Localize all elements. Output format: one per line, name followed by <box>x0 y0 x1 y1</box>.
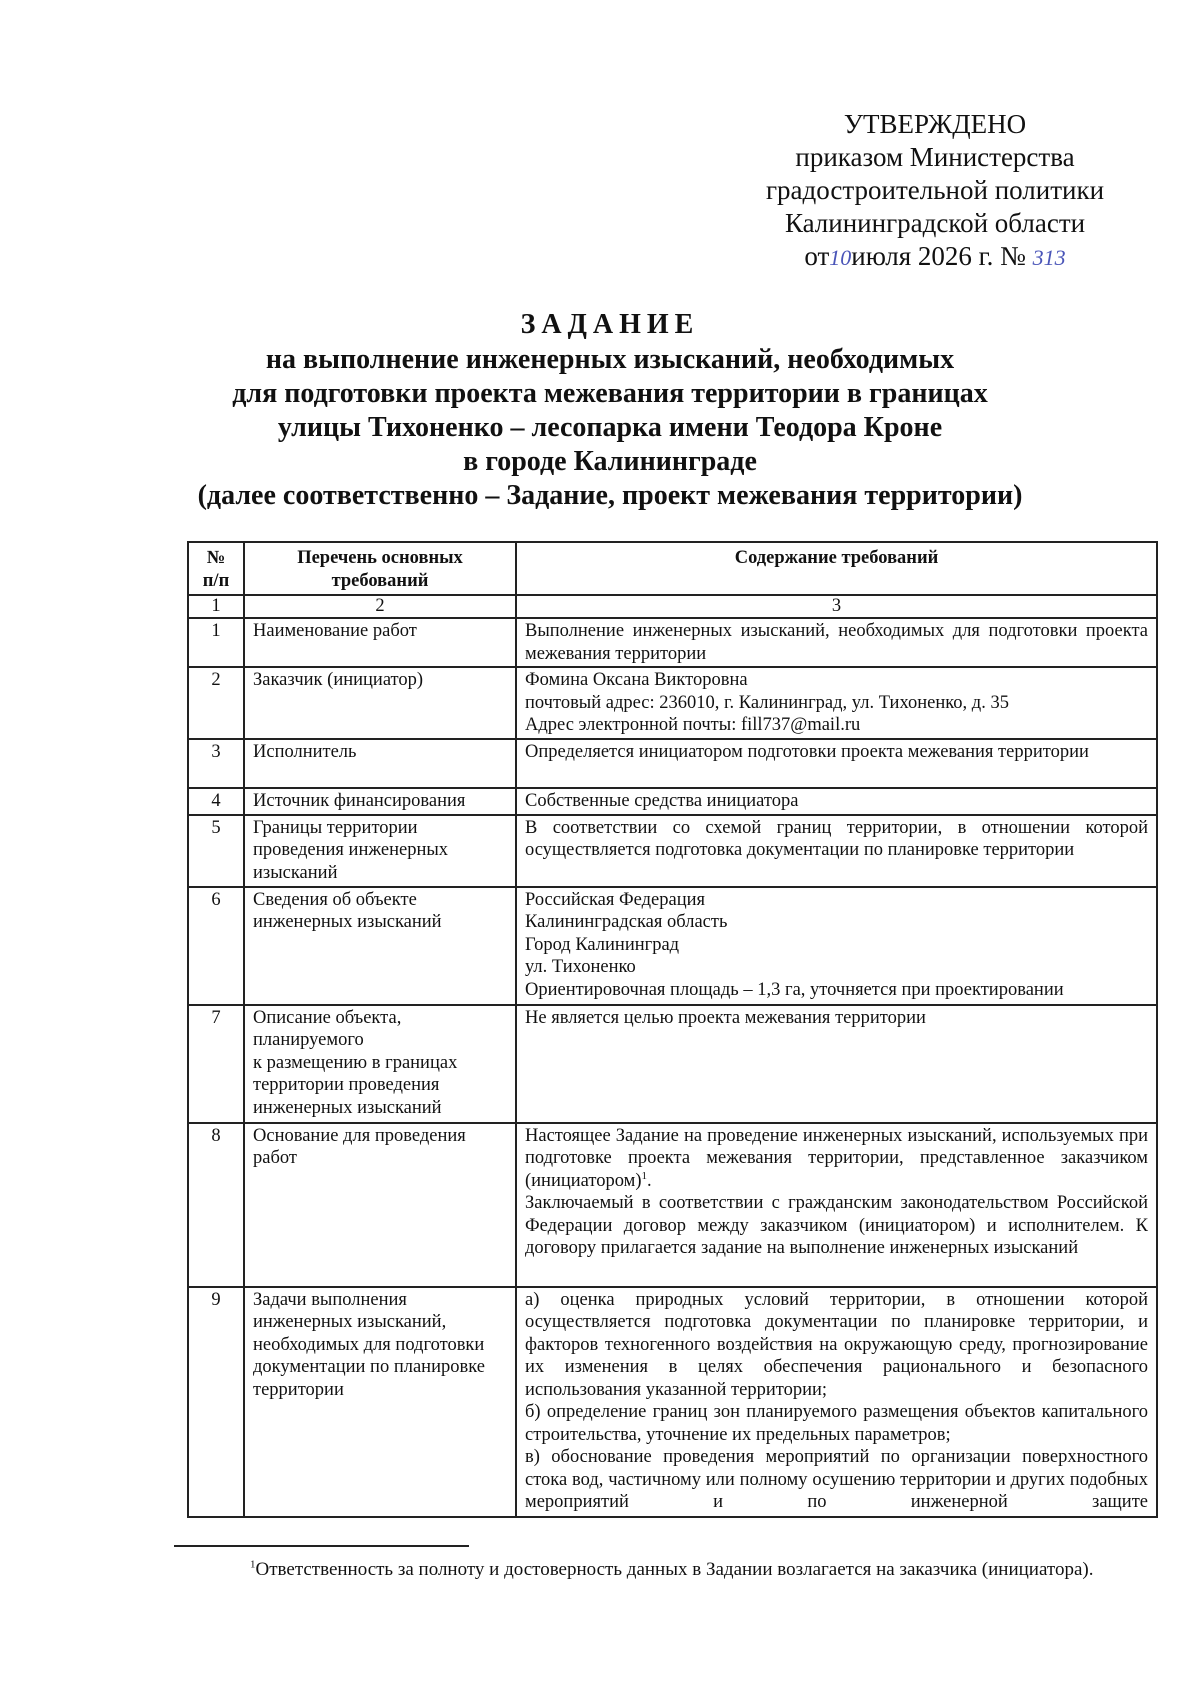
index-cell: 1 <box>188 595 244 618</box>
row-content: Выполнение инженерных изысканий, необходимых для подготовки проекта межевания территории <box>516 618 1157 667</box>
row-number: 8 <box>188 1123 244 1287</box>
table-row <box>188 815 1157 887</box>
footnote <box>250 1558 1170 1582</box>
index-cell: 3 <box>516 595 1157 618</box>
approval-line-2: градостроительной политики <box>765 175 1105 205</box>
table-row <box>188 1287 1157 1517</box>
content-paragraph-end: . <box>647 1170 652 1191</box>
table-row <box>188 1005 1157 1123</box>
approval-line-3: Калининградской области <box>784 208 1086 238</box>
title-line-1: на выполнение инженерных изысканий, необходимых <box>265 344 955 375</box>
content-line: Российская Федерация <box>525 889 706 910</box>
row-number: 1 <box>188 618 244 667</box>
requirement-line: к размещению в границах территории проведения инженерных изысканий <box>253 1052 458 1118</box>
content-line: почтовый адрес: 236010, г. Калининград, ул. Тихоненко, д. 35 <box>525 692 1009 713</box>
document-title <box>140 308 1080 513</box>
approval-block <box>735 108 1135 274</box>
row-requirement: Заказчик (инициатор) <box>244 667 516 739</box>
row-requirement: Границы территории проведения инженерных изысканий <box>244 815 516 887</box>
content-line: ул. Тихоненко <box>525 957 636 977</box>
header-content: Содержание требований <box>516 542 1157 595</box>
handwritten-order-number: 313 <box>1032 245 1066 270</box>
row-content: Определяется инициатором подготовки проекта межевания территории <box>516 739 1157 788</box>
content-line: Адрес электронной почты: fill737@mail.ru <box>525 715 861 735</box>
requirement-line: Описание объекта, <box>253 1007 402 1028</box>
row-requirement: Задачи выполнения инженерных изысканий, необходимых для подготовки документации по планировке территории <box>244 1287 516 1517</box>
content-line: Калининградская область <box>525 912 728 932</box>
header-num: № п/п <box>188 542 244 595</box>
footnote-reference: 1 <box>641 1169 648 1182</box>
index-cell: 2 <box>244 595 516 618</box>
requirement-line: планируемого <box>253 1030 364 1050</box>
content-line: Ориентировочная площадь – 1,3 га, уточняется при проектировании <box>525 979 1064 1000</box>
footnote-mark: 1 <box>250 1558 256 1571</box>
row-requirement: Источник финансирования <box>244 788 516 815</box>
footnote-text: Ответственность за полноту и достоверность данных в Задании возлагается на заказчика (инициатора). <box>255 1559 1094 1580</box>
row-number: 6 <box>188 887 244 1005</box>
row-number: 5 <box>188 815 244 887</box>
content-line: Город Калининград <box>525 934 680 955</box>
title-line-2: для подготовки проекта межевания территории в границах <box>232 378 988 409</box>
approval-stamp: УТВЕРЖДЕНО <box>843 109 1027 139</box>
row-content <box>516 1123 1157 1287</box>
index-row <box>188 595 1157 618</box>
title-line-4: в городе Калининграде <box>463 446 757 477</box>
table-row <box>188 618 1157 667</box>
header-row <box>188 542 1157 595</box>
table-row <box>188 788 1157 815</box>
row-content <box>516 667 1157 739</box>
row-content: Не является целью проекта межевания территории <box>516 1005 1157 1123</box>
table-row <box>188 1123 1157 1287</box>
row-requirement: Исполнитель <box>244 739 516 788</box>
header-requirement: Перечень основных требований <box>244 542 516 595</box>
content-item: в) обоснование проведения мероприятий по организации поверхностного стока вод, частичному или полному осушению территории и других подобных мероприятий и по инженерной защите <box>525 1447 1148 1512</box>
row-number: 2 <box>188 667 244 739</box>
handwritten-day: 10 <box>829 245 852 270</box>
row-content: Собственные средства инициатора <box>516 788 1157 815</box>
content-item: б) определение границ зон планируемого размещения объектов капитального строительства, уточнение их предельных параметров; <box>525 1402 1148 1445</box>
table-row <box>188 739 1157 788</box>
row-number: 7 <box>188 1005 244 1123</box>
content-paragraph: Заключаемый в соответствии с гражданским законодательством Российской Федерации договор между заказчиком (инициатором) и исполнителем. К договору прилагается задание на выполнение инженерных изысканий <box>525 1193 1148 1258</box>
approval-date-line <box>735 240 1135 274</box>
row-content: В соответствии со схемой границ территории, в отношении которой осуществляется подготовка документации по планировке территории <box>516 815 1157 887</box>
requirements-table <box>187 541 1158 1518</box>
row-requirement: Основание для проведения работ <box>244 1123 516 1287</box>
table-row <box>188 667 1157 739</box>
content-paragraph: Настоящее Задание на проведение инженерных изысканий, используемых при подготовке проекта межевания территории, представленное заказчиком (инициатором) <box>525 1125 1148 1191</box>
content-item: а) оценка природных условий территории, в отношении которой осуществляется подготовка документации по планировке территории, и факторов техногенного воздействия на окружающую среду, прогнозирование их изменения в целях обеспечения рационального и безопасного использования указанной территории; <box>525 1289 1148 1400</box>
row-requirement: Сведения об объекте инженерных изысканий <box>244 887 516 1005</box>
footnote-separator <box>174 1545 469 1547</box>
table-row <box>188 887 1157 1005</box>
row-number: 9 <box>188 1287 244 1517</box>
date-rest: июля 2026 г. № <box>851 241 1026 271</box>
title-main: ЗАДАНИЕ <box>520 309 700 340</box>
row-number: 3 <box>188 739 244 788</box>
approval-line-1: приказом Министерства <box>795 142 1075 172</box>
row-content <box>516 1287 1157 1517</box>
title-line-5: (далее соответственно – Задание, проект межевания территории) <box>197 480 1023 511</box>
row-number: 4 <box>188 788 244 815</box>
row-requirement: Наименование работ <box>244 618 516 667</box>
row-content <box>516 887 1157 1005</box>
date-prefix: от <box>804 241 830 271</box>
content-line: Фомина Оксана Викторовна <box>525 670 748 690</box>
row-requirement <box>244 1005 516 1123</box>
title-line-3: улицы Тихоненко – лесопарка имени Теодора Кроне <box>277 412 943 443</box>
